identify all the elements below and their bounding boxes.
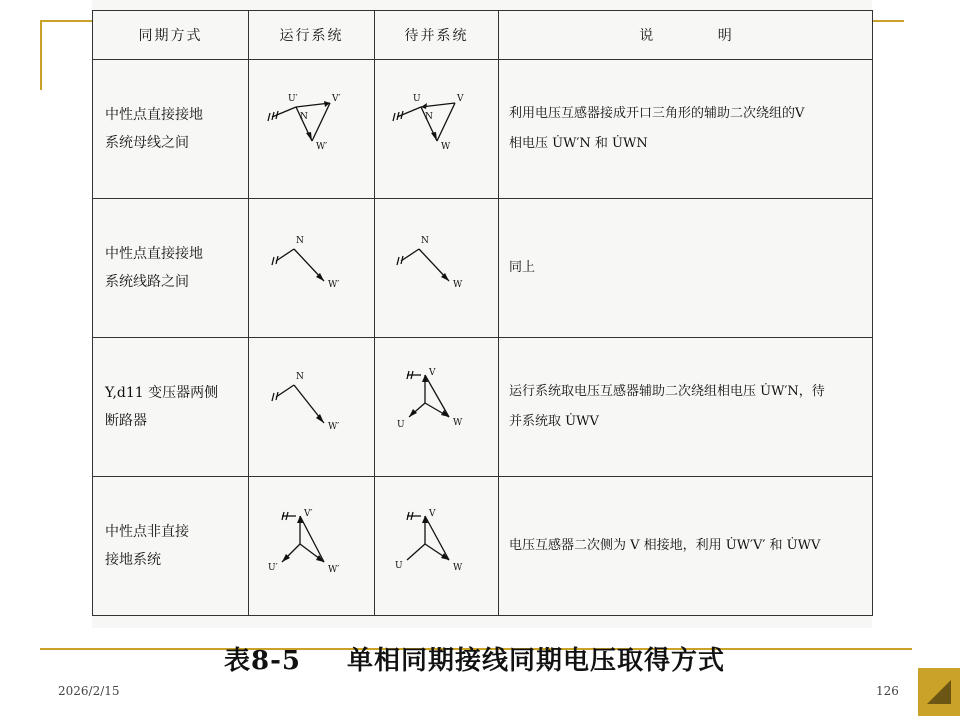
description-cell [499,338,873,477]
svg-text:N: N [424,112,433,122]
header-mode: 同期方式 [93,11,249,60]
decorative-top-rule-left [40,20,92,22]
single-line-diagram-running [262,365,362,445]
svg-text:U: U [412,94,421,104]
single-line-diagram-waiting [387,231,487,301]
svg-text:W′: W′ [327,422,339,432]
star-diagram-waiting [387,365,487,445]
mode-line: 中性点直接接地 [105,246,203,262]
star-diagram-running [262,504,362,584]
svg-text:W′: W′ [327,280,339,290]
svg-text:W: W [440,142,450,152]
svg-text:W: W [452,418,462,428]
mode-cell [93,60,249,199]
description-line: 电压互感器二次侧为 V 相接地，利用 U̇W′V′ 和 U̇WV [509,538,821,553]
svg-text:W′: W′ [315,142,327,152]
svg-text:V′: V′ [331,94,341,104]
mode-line: 接地系统 [105,552,161,568]
page-number: 126 [876,684,899,698]
description-cell [499,60,873,199]
svg-text:U′: U′ [267,563,278,573]
caption-number: 表8-5 [224,646,301,676]
description-line: 利用电压互感器接成开口三角形的辅助二次绕组的V [509,106,805,121]
header-row [93,11,873,60]
description-cell [499,199,873,338]
table-row [93,199,873,338]
footer-date: 2026/2/15 [58,684,120,698]
description-cell [499,477,873,616]
table-row [93,477,873,616]
running-diagram-cell [249,199,375,338]
open-delta-diagram-running [262,87,362,167]
open-delta-diagram-waiting [387,87,487,167]
svg-text:V: V [456,94,463,104]
description-line: 同上 [509,260,536,275]
svg-text:W′: W′ [327,565,339,575]
star-diagram-waiting [387,504,487,584]
decorative-vertical-rule [40,20,42,90]
mode-line: 中性点直接接地 [105,107,203,123]
next-slide-button[interactable] [918,668,960,716]
mode-line: 中性点非直接 [105,524,189,540]
waiting-diagram-cell [375,338,499,477]
svg-text:U: U [396,420,405,430]
mode-line: Y,d11 变压器两侧 [105,385,219,401]
caption-text: 单相同期接线同期电压取得方式 [346,646,725,676]
running-diagram-cell [249,338,375,477]
description-line: 运行系统取电压互感器辅助二次绕组相电压 U̇W′N，待 [509,384,825,399]
svg-text:N: N [420,236,429,246]
svg-text:V′: V′ [303,509,313,519]
triangle-play-icon [925,678,953,706]
table-row [93,338,873,477]
table-row [93,60,873,199]
running-diagram-cell [249,477,375,616]
svg-text:N: N [299,112,308,122]
waiting-diagram-cell [375,60,499,199]
decorative-top-rule-right [872,20,904,22]
header-waiting-system: 待并系统 [375,11,499,60]
header-running-system: 运行系统 [249,11,375,60]
mode-cell [93,477,249,616]
svg-text:N: N [295,236,304,246]
svg-text:U′: U′ [287,94,298,104]
description-line: 相电压 U̇W′N 和 U̇WN [509,136,648,151]
description-line: 并系统取 U̇WV [509,414,599,429]
running-diagram-cell [249,60,375,199]
mode-cell [93,338,249,477]
mode-line: 断路器 [105,413,147,429]
svg-text:W: W [452,280,462,290]
mode-line: 系统母线之间 [105,135,189,151]
mode-cell [93,199,249,338]
svg-text:V: V [428,368,435,378]
table-caption [224,640,725,677]
svg-text:U: U [394,561,403,571]
mode-line: 系统线路之间 [105,274,189,290]
single-line-diagram-running [262,231,362,301]
header-description: 说 明 [499,11,873,60]
waiting-diagram-cell [375,477,499,616]
synchronization-table [92,10,873,616]
waiting-diagram-cell [375,199,499,338]
svg-text:W: W [452,563,462,573]
svg-text:V: V [428,509,435,519]
svg-text:N: N [295,372,304,382]
